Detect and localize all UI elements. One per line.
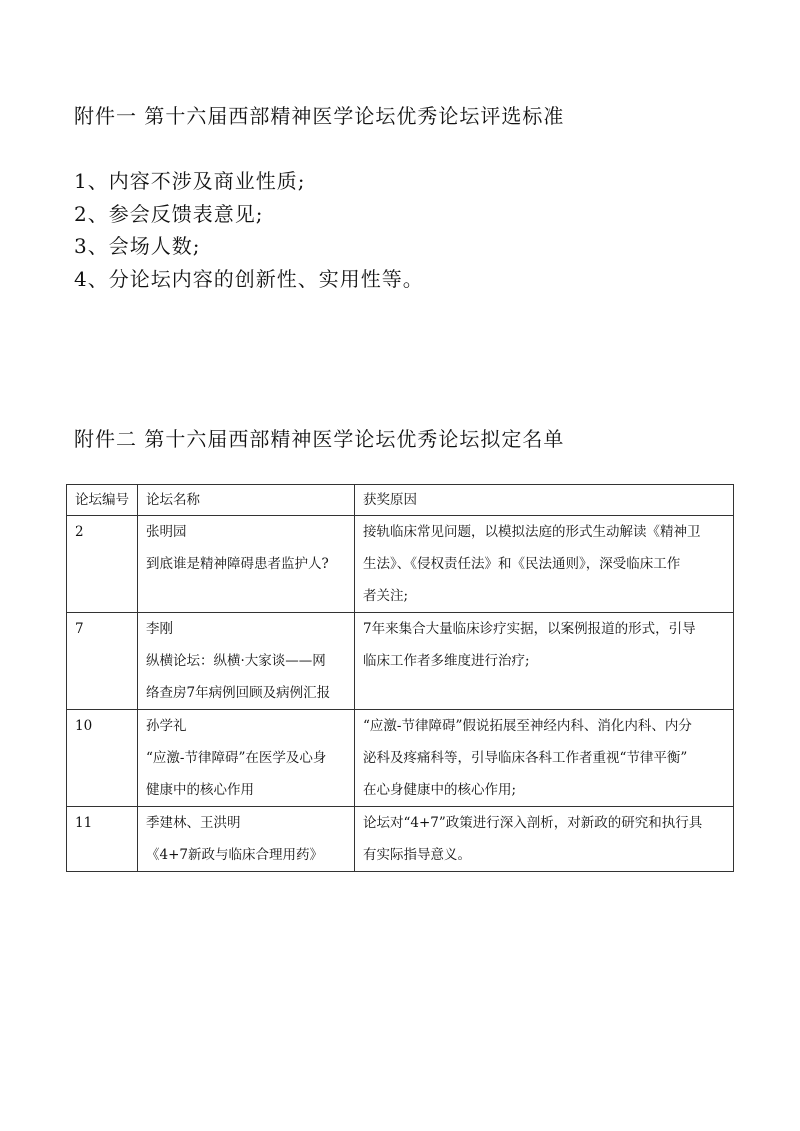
criteria-item: 1、内容不涉及商业性质; [74,169,306,193]
forum-id-cell: 2 [67,516,138,613]
reason-line: 生法》、《侵权责任法》和《民法通则》，深受临床工作 [363,556,681,572]
forum-id-cell: 11 [67,807,138,872]
criteria-item: 3、会场人数; [74,234,201,258]
forum-title-line: 纵横论坛：纵横·大家谈——网 [146,653,326,669]
forum-title-line: 《4+7新政与临床合理用药》 [146,847,323,863]
reason-line: 者关注; [363,588,409,604]
attachment1-title: 附件一 第十六届西部精神医学论坛优秀论坛评选标准 [74,104,565,128]
criteria-list [74,165,424,295]
forum-id-cell: 7 [67,613,138,710]
award-table [66,484,734,872]
forum-title-line: 健康中的核心作用 [146,782,254,798]
table-row [67,807,734,872]
forum-speaker: 孙学礼 [146,718,187,734]
forum-speaker: 李刚 [146,621,173,637]
header-forum-name: 论坛名称 [138,485,355,516]
forum-title-line: “应激-节律障碍”在医学及心身 [146,750,327,766]
reason-line: 临床工作者多维度进行治疗; [363,653,530,669]
table-row [67,710,734,807]
forum-name-cell [138,516,355,613]
award-reason-cell [355,613,734,710]
reason-line: 接轨临床常见问题，以模拟法庭的形式生动解读《精神卫 [363,524,701,540]
forum-id-cell: 10 [67,710,138,807]
header-forum-id: 论坛编号 [67,485,138,516]
reason-line: 7年来集合大量临床诊疗实据，以案例报道的形式，引导 [363,621,696,637]
forum-name-cell [138,807,355,872]
forum-speaker: 张明园 [146,524,187,540]
reason-line: “应激-节律障碍”假说拓展至神经内科、消化内科、内分 [363,718,692,734]
forum-title-line: 到底谁是精神障碍患者监护人? [146,556,329,572]
award-reason-cell [355,710,734,807]
forum-name-cell [138,710,355,807]
table-header-row [67,485,734,516]
forum-title-line: 络查房7年病例回顾及病例汇报 [146,685,331,701]
criteria-item: 2、参会反馈表意见; [74,201,264,226]
forum-speaker: 季建林、王洪明 [146,815,241,831]
table-row [67,613,734,710]
reason-line: 有实际指导意义。 [363,847,471,863]
reason-line: 泌科及疼痛科等，引导临床各科工作者重视“节律平衡” [363,750,688,766]
reason-line: 论坛对“4+7”政策进行深入剖析，对新政的研究和执行具 [363,815,703,831]
award-reason-cell [355,807,734,872]
attachment2-title: 附件二 第十六届西部精神医学论坛优秀论坛拟定名单 [74,427,565,451]
criteria-item: 4、分论坛内容的创新性、实用性等。 [74,266,424,291]
header-award-reason: 获奖原因 [355,485,734,516]
forum-name-cell [138,613,355,710]
reason-line: 在心身健康中的核心作用; [363,782,517,798]
award-reason-cell [355,516,734,613]
table-row [67,516,734,613]
